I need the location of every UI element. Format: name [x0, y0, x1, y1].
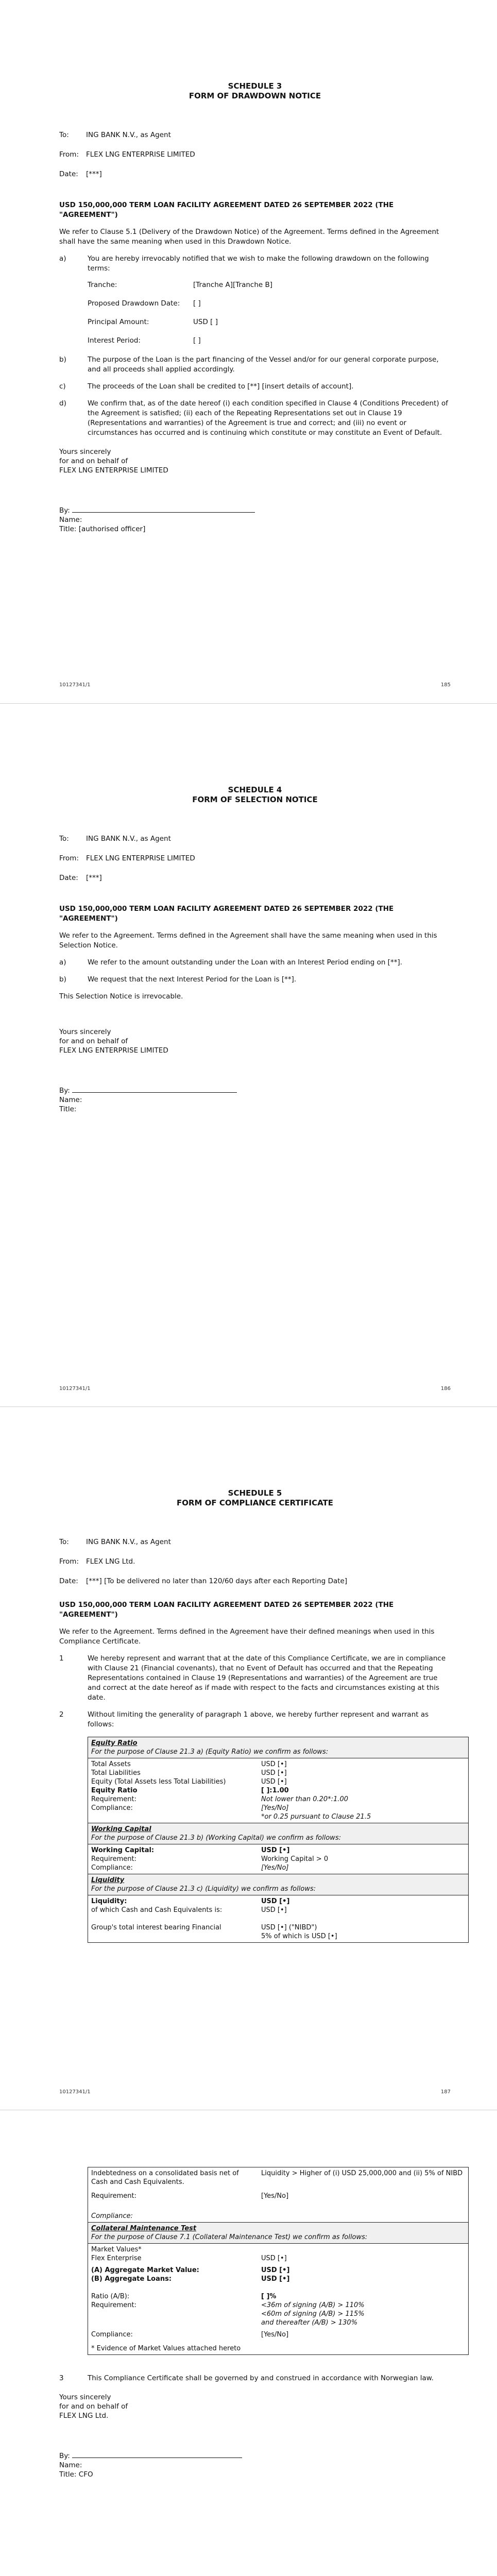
- schedule-number: SCHEDULE 4: [228, 785, 282, 794]
- field-principal: Principal Amount: USD [ ]: [88, 318, 218, 326]
- signature-line: [72, 506, 255, 513]
- schedule-title: FORM OF SELECTION NOTICE: [192, 795, 318, 804]
- list-item: a) You are hereby irrevocably notified that we wish to make the following drawdown on the following terms:: [59, 255, 429, 273]
- table-row: Ratio (A/B): [ ]%: [91, 2293, 277, 2300]
- table-row: Flex Enterprise USD [•]: [91, 2255, 287, 2262]
- signature-block: Yours sincerely for and on behalf of FLEX LNG Ltd.: [59, 2393, 128, 2420]
- liquidity-section: Liquidity For the purpose of Clause 21.3 c) (Liquidity) we confirm as follows:: [88, 1874, 469, 1895]
- from-line: From: FLEX LNG Ltd.: [59, 1557, 135, 1566]
- signature-block: Yours sincerely for and on behalf of FLEX LNG ENTERPRISE LIMITED: [59, 1028, 168, 1055]
- signature-line: [72, 2452, 242, 2458]
- table-row: Requirement: <36m of signing (A/B) > 110%: [91, 2301, 365, 2309]
- table-row: Equity (Total Assets less Total Liabilities) USD [•]: [91, 1778, 287, 1786]
- page-footer: 10127341/1 187: [59, 2089, 451, 2095]
- table-row: of which Cash and Cash Equivalents is: USD [•]: [91, 1906, 287, 1914]
- field-tranche: Tranche: [Tranche A][Tranche B]: [88, 281, 272, 289]
- table-row: Compliance: [Yes/No]: [91, 1804, 289, 1812]
- collateral-maintenance-section: Collateral Maintenance Test For the purpose of Clause 7.1 (Collateral Maintenance Test) we confirm as follows:: [88, 2223, 469, 2244]
- table-row: Requirement: [Yes/No]: [91, 2192, 289, 2200]
- table-row: Total Liabilities USD [•]: [91, 1769, 287, 1777]
- list-item: 3 This Compliance Certificate shall be governed by and construed in accordance with Norwegian law.: [59, 2374, 434, 2382]
- to-line: To: ING BANK N.V., as Agent: [59, 131, 171, 139]
- table-row: <60m of signing (A/B) > 115%: [261, 2310, 365, 2318]
- table-row: 5% of which is USD [•]: [261, 1933, 337, 1940]
- intro-paragraph: We refer to Clause 5.1 (Delivery of the Drawdown Notice) of the Agreement. Terms defined in the Agreement shall have the same meaning when used in this Drawdown Notice.: [59, 228, 439, 246]
- schedule-number: SCHEDULE 3: [228, 81, 282, 91]
- table-row: *or 0.25 pursuant to Clause 21.5: [261, 1813, 371, 1821]
- table-row: Compliance: [Yes/No]: [91, 1864, 289, 1872]
- working-capital-section: Working Capital For the purpose of Clause 21.3 b) (Working Capital) we confirm as follows:: [88, 1823, 469, 1844]
- list-item: 2 Without limiting the generality of paragraph 1 above, we hereby further represent and warrant as follows:: [59, 1710, 429, 1728]
- table-row: Group's total interest bearing Financial USD [•] ("NIBD"): [91, 1924, 317, 1931]
- table-row: Indebtedness on a consolidated basis net of Cash and Cash Equivalents. Liquidity > Higher of (i) USD 25,000,000 and (ii) 5% of NIBD: [91, 2170, 463, 2186]
- collateral-maintenance-rows: [88, 2244, 469, 2355]
- from-line: From: FLEX LNG ENTERPRISE LIMITED: [59, 854, 195, 862]
- closing-paragraph: This Selection Notice is irrevocable.: [59, 992, 183, 1001]
- table-row: and thereafter (A/B) > 130%: [261, 2319, 358, 2327]
- table-row: Working Capital: USD [•]: [91, 1846, 290, 1854]
- agreement-heading: USD 150,000,000 TERM LOAN FACILITY AGREEMENT DATED 26 SEPTEMBER 2022 (THE "AGREEMENT"): [59, 905, 394, 923]
- page-footer: 10127341/1 185: [59, 682, 451, 688]
- table-row: (A) Aggregate Market Value: USD [•]: [91, 2266, 290, 2274]
- page-footer: 10127341/1 186: [59, 1386, 451, 1392]
- list-item: c) The proceeds of the Loan shall be credited to [**] [insert details of account].: [59, 382, 354, 391]
- date-line: Date: [***]: [59, 874, 102, 882]
- list-item: d) We confirm that, as of the date hereof (i) each condition specified in Clause 4 (Conditions Precedent) of the Agreement is satisfied; (ii) each of the Repeating Representations set out in Clause 19 (Representations and warranties) of the Agreement is true and correct; and (iii) no event or circumstances has occurred and is continuing which constitute or may constitute an Event of Default.: [59, 399, 448, 437]
- table-row: Equity Ratio [ ]:1.00: [91, 1787, 289, 1794]
- field-drawdown-date: Proposed Drawdown Date: [ ]: [88, 299, 201, 308]
- page-schedule-5: [0, 1406, 497, 2110]
- table-row: Liquidity: USD [•]: [91, 1897, 290, 1905]
- table-row: Compliance:: [91, 2212, 133, 2220]
- agreement-heading: USD 150,000,000 TERM LOAN FACILITY AGREEMENT DATED 26 SEPTEMBER 2022 (THE "AGREEMENT"): [59, 201, 394, 219]
- field-interest-period: Interest Period: [ ]: [88, 336, 201, 345]
- signature-block: Yours sincerely for and on behalf of FLEX LNG ENTERPRISE LIMITED: [59, 448, 168, 474]
- to-line: To: ING BANK N.V., as Agent: [59, 835, 171, 843]
- list-item: a) We refer to the amount outstanding under the Loan with an Interest Period ending on [**].: [59, 958, 403, 967]
- date-line: Date: [***] [To be delivered no later than 120/60 days after each Reporting Date]: [59, 1577, 348, 1585]
- table-row: Compliance: [Yes/No]: [91, 2331, 289, 2338]
- table-row: Total Assets USD [•]: [91, 1760, 287, 1768]
- compliance-table-continued: [88, 2167, 469, 2355]
- equity-ratio-rows: [88, 1758, 469, 1823]
- table-row: (B) Aggregate Loans: USD [•]: [91, 2275, 290, 2283]
- page-schedule-3: [0, 0, 497, 703]
- date-line: Date: [***]: [59, 170, 102, 178]
- page-schedule-4: [0, 703, 497, 1406]
- agreement-heading: USD 150,000,000 TERM LOAN FACILITY AGREEMENT DATED 26 SEPTEMBER 2022 (THE "AGREEMENT"): [59, 1601, 394, 1619]
- signatory-block: By: Name: Title: [authorised officer]: [59, 506, 451, 534]
- signatory-block: By: Name: Title:: [59, 1086, 451, 1114]
- equity-ratio-section: Equity Ratio For the purpose of Clause 21.3 a) (Equity Ratio) we confirm as follows:: [88, 1737, 469, 1758]
- list-item: 1 We hereby represent and warrant that at the date of this Compliance Certificate, we are in compliance with Clause 21 (Financial covenants), that no Event of Default has occurred and that the Repeating Representations contained in Clause 19 (Representations and warranties) of the Agreement are true and correct at the date hereof as if made with respect to the facts and circumstances existing at this date.: [59, 1654, 446, 1702]
- intro-paragraph: We refer to the Agreement. Terms defined in the Agreement shall have the same meaning when used in this Selection Notice.: [59, 931, 437, 950]
- liquidity-rows-continued: [88, 2167, 469, 2223]
- table-row: Market Values*: [91, 2246, 142, 2253]
- list-item: b) We request that the next Interest Period for the Loan is [**].: [59, 975, 297, 984]
- to-line: To: ING BANK N.V., as Agent: [59, 1538, 171, 1546]
- signature-line: [72, 1087, 237, 1093]
- liquidity-rows: [88, 1895, 469, 1943]
- signatory-block: By: Name: Title: CFO: [59, 2451, 451, 2479]
- from-line: From: FLEX LNG ENTERPRISE LIMITED: [59, 150, 195, 159]
- compliance-table: [88, 1737, 469, 1943]
- schedule-title: FORM OF DRAWDOWN NOTICE: [188, 91, 321, 100]
- table-row: Requirement: Working Capital > 0: [91, 1855, 329, 1863]
- intro-paragraph: We refer to the Agreement. Terms defined in the Agreement have their defined meanings when used in this Compliance Certificate.: [59, 1628, 435, 1646]
- table-row: [91, 1914, 465, 1923]
- table-row: * Evidence of Market Values attached hereto: [91, 2345, 241, 2352]
- page-schedule-5-cont: [0, 2110, 497, 2576]
- table-row: Requirement: Not lower than 0.20*:1.00: [91, 1795, 349, 1803]
- table-row: [91, 2283, 465, 2292]
- list-item: b) The purpose of the Loan is the part financing of the Vessel and/or for our general corporate purpose, and all proceeds shall applied accordingly.: [59, 355, 439, 374]
- working-capital-rows: [88, 1844, 469, 1874]
- schedule-number: SCHEDULE 5: [228, 1488, 282, 1498]
- schedule-title: FORM OF COMPLIANCE CERTIFICATE: [176, 1498, 334, 1507]
